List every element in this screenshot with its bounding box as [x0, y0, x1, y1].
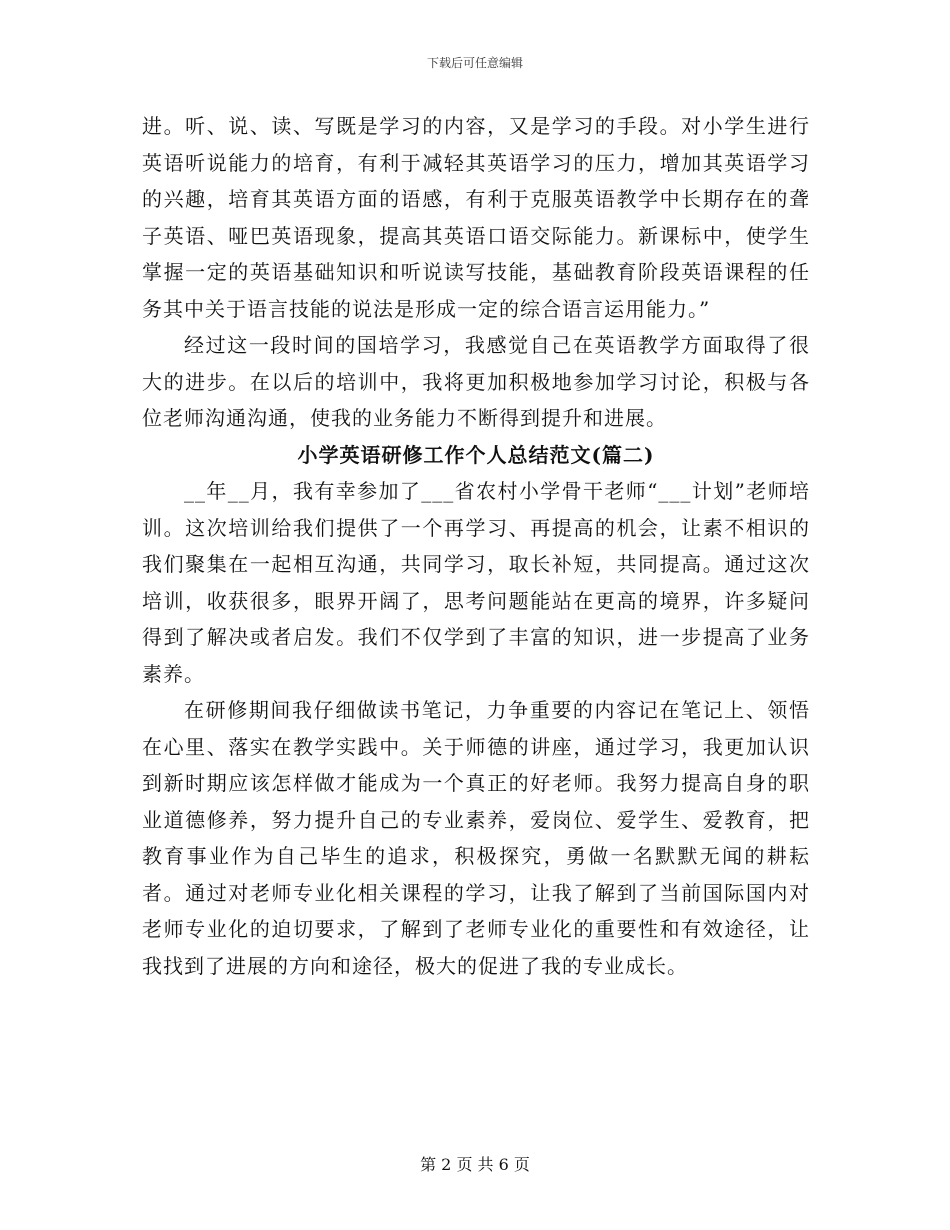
section-title: 小学英语研修工作个人总结范文(篇二) [297, 442, 655, 467]
header-note: 下载后可任意编辑 [426, 56, 523, 70]
page-indicator: 第 2 页 共 6 页 [420, 1155, 530, 1174]
paragraph-study-notes: 在研修期间我仔细做读书笔记，力争重要的内容记在笔记上、领悟在心里、落实在教学实践中。关于师德的讲座，通过学习，我更加认识到新时期应该怎样做才能成为一个真正的好老师。我努力提高自身的职业道德修养，努力提升自己的专业素养，爱岗位、爱学生、爱教育，把教育事业作为自己毕生的追求，积极探究，勇做一名默默无闻的耕耘者。通过对老师专业化相关课程的学习，让我了解到了当前国际国内对老师专业化的迫切要求，了解到了老师专业化的重要性和有效途径，让我找到了进展的方向和途径，极大的促进了我的专业成长。 [142, 698, 810, 978]
paragraph-continuation: 进。听、说、读、写既是学习的内容，又是学习的手段。对小学生进行英语听说能力的培育，有利于减轻其英语学习的压力，增加其英语学习的兴趣，培育其英语方面的语感，有利于克服英语教学中长期存在的聋子英语、哑巴英语现象，提高其英语口语交际能力。新课标中，使学生掌握一定的英语基础知识和听说读写技能，基础教育阶段英语课程的任务其中关于语言技能的说法是形成一定的综合语言运用能力。” [142, 114, 810, 321]
paragraph-training-intro: __年__月，我有幸参加了___省农村小学骨干老师“___计划”老师培训。这次培训给我们提供了一个再学习、再提高的机会，让素不相识的我们聚集在一起相互沟通，共同学习，取长补短，共同提高。通过这次培训，收获很多，眼界开阔了，思考问题能站在更高的境界，许多疑问得到了解决或者启发。我们不仅学到了丰富的知识，进一步提高了业务素养。 [142, 479, 810, 686]
document-body [142, 108, 810, 984]
paragraph-reflection: 经过这一段时间的国培学习，我感觉自己在英语教学方面取得了很大的进步。在以后的培训中，我将更加积极地参加学习讨论，积极与各位老师沟通沟通，使我的业务能力不断得到提升和进展。 [142, 333, 810, 430]
